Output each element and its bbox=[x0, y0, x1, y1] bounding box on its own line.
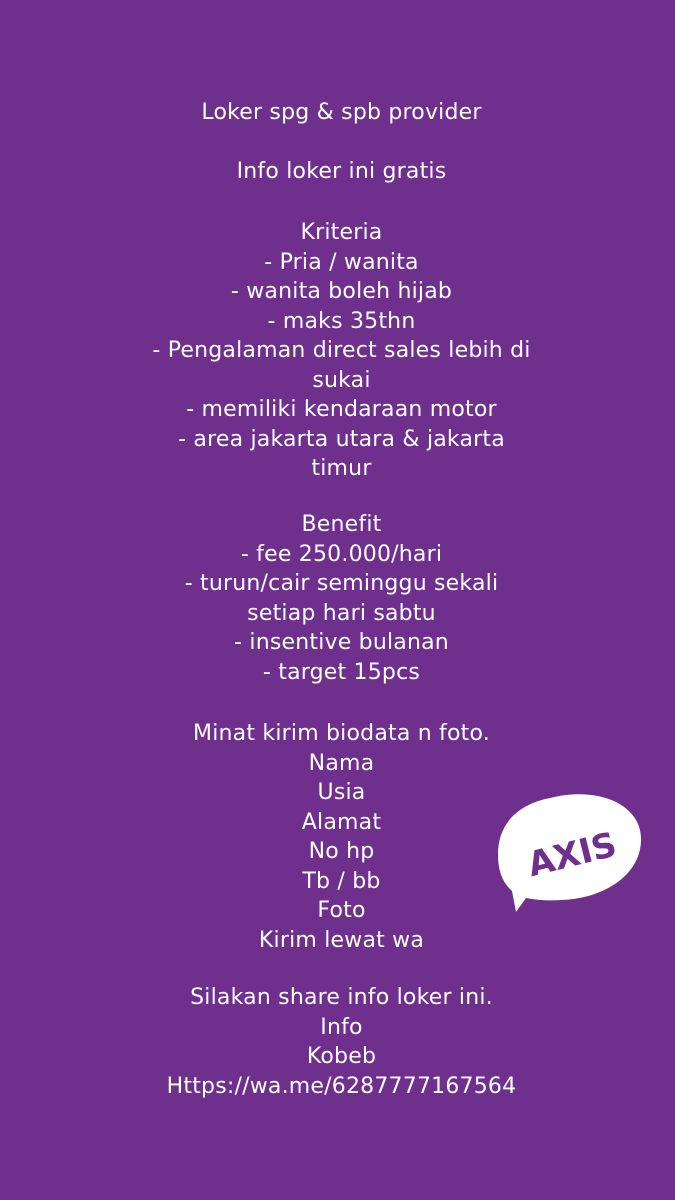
whatsapp-link[interactable]: Https://wa.me/6287777167564 bbox=[166, 1073, 517, 1099]
kriteria-item: - Pria / wanita bbox=[264, 249, 419, 275]
application-item: Usia bbox=[317, 780, 366, 805]
share-line: Silakan share info loker ini. bbox=[190, 985, 493, 1010]
benefit-item: setiap hari sabtu bbox=[247, 600, 436, 626]
benefit-heading: Benefit bbox=[301, 512, 382, 537]
story-title: Loker spg & spb provider bbox=[201, 100, 482, 125]
application-item: Kirim lewat wa bbox=[258, 927, 425, 953]
free-note-block bbox=[120, 157, 563, 187]
share-line: Info bbox=[320, 1014, 363, 1040]
application-item: No hp bbox=[308, 839, 375, 864]
application-heading: Minat kirim biodata n foto. bbox=[193, 721, 490, 746]
kriteria-section bbox=[120, 218, 563, 484]
kriteria-item: sukai bbox=[312, 367, 371, 393]
kriteria-item: - memiliki kendaraan motor bbox=[186, 397, 497, 422]
benefit-item: - insentive bulanan bbox=[234, 630, 449, 655]
kriteria-item: - Pengalaman direct sales lebih di bbox=[152, 338, 531, 363]
kriteria-item: - wanita boleh hijab bbox=[230, 279, 453, 304]
application-item: Foto bbox=[317, 898, 366, 923]
title-block bbox=[120, 98, 563, 128]
benefit-item: - target 15pcs bbox=[262, 659, 421, 685]
free-note: Info loker ini gratis bbox=[236, 159, 447, 184]
axis-logo-text: AXIS bbox=[523, 824, 621, 886]
application-item: Tb / bb bbox=[302, 868, 381, 894]
application-section bbox=[120, 719, 563, 955]
kriteria-item: - maks 35thn bbox=[267, 308, 416, 334]
axis-logo bbox=[498, 790, 642, 913]
benefit-section bbox=[120, 510, 563, 687]
kriteria-item: - area jakarta utara & jakarta bbox=[178, 426, 505, 452]
kriteria-heading: Kriteria bbox=[300, 220, 383, 245]
application-item: Nama bbox=[308, 750, 375, 776]
kriteria-item: timur bbox=[311, 456, 372, 481]
application-item: Alamat bbox=[301, 809, 382, 835]
share-line: Kobeb bbox=[306, 1044, 377, 1069]
benefit-item: - fee 250.000/hari bbox=[240, 541, 443, 567]
share-section bbox=[120, 983, 563, 1101]
benefit-item: - turun/cair seminggu sekali bbox=[184, 571, 499, 596]
